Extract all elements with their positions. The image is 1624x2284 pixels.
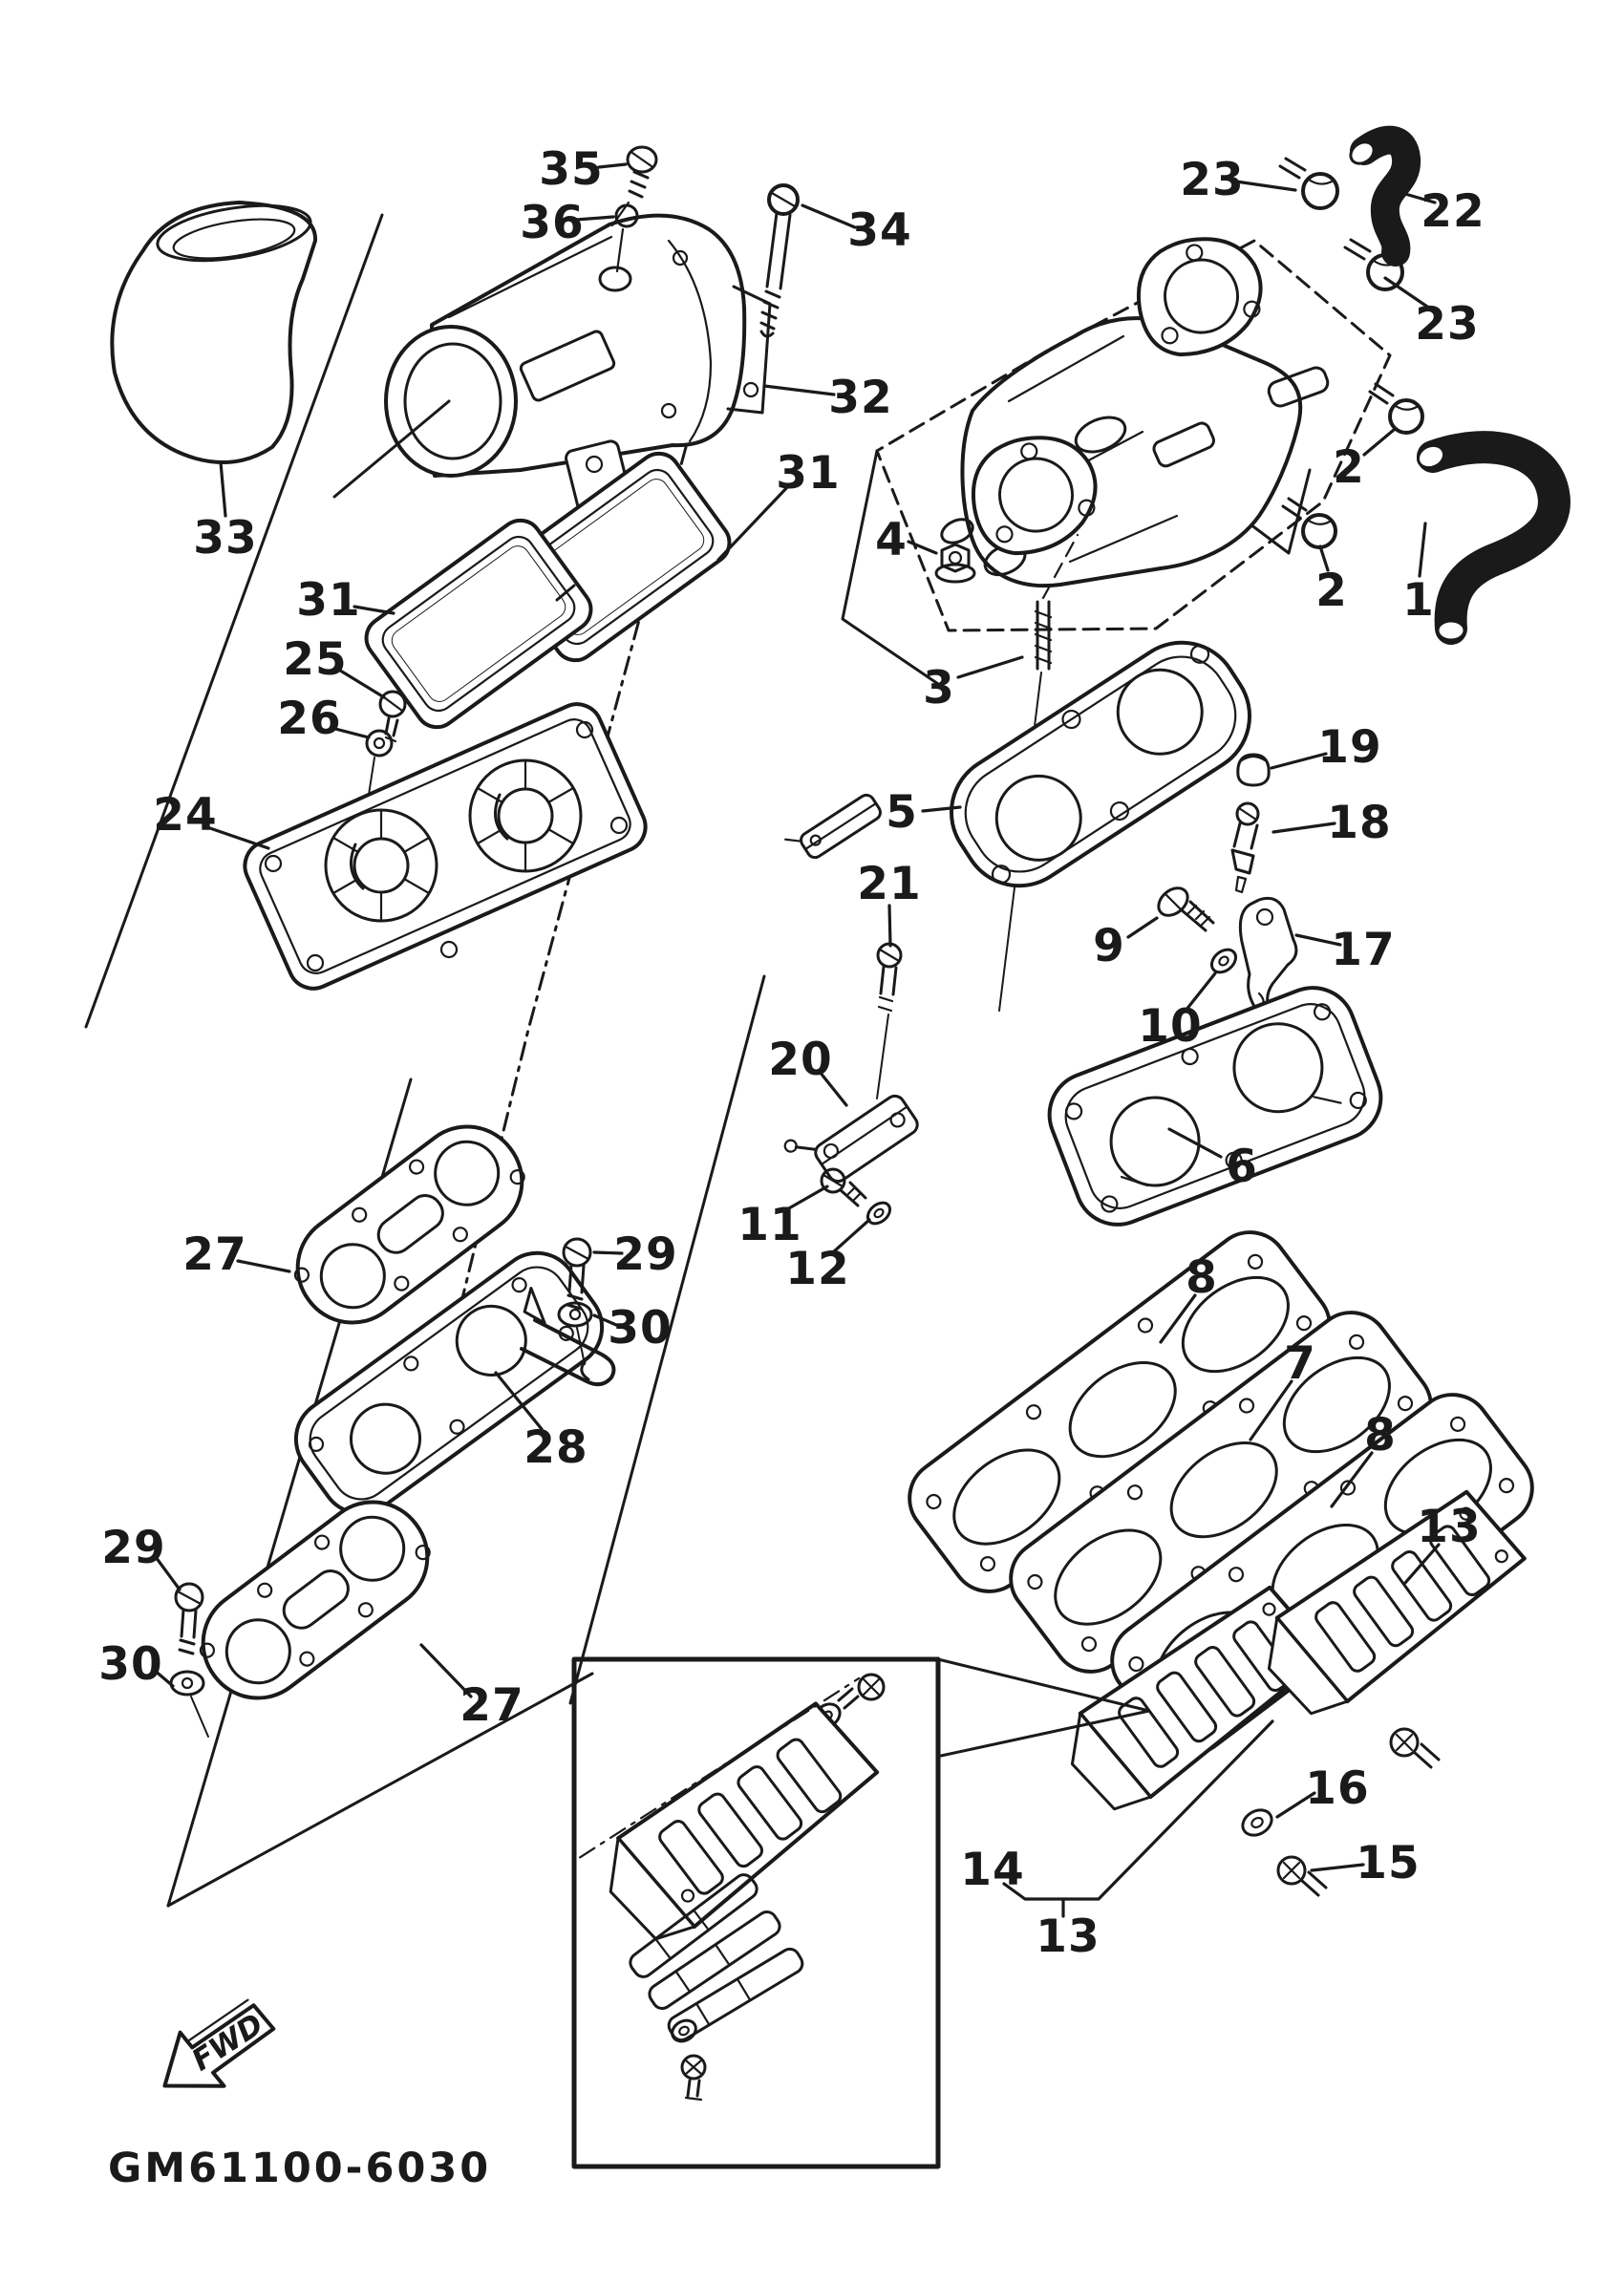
screw-icon-35 (612, 147, 656, 225)
callout-2: 2 (1333, 440, 1365, 494)
callout-19: 19 (1317, 720, 1382, 774)
screw-icon-15a (1278, 1857, 1326, 1895)
callout-30: 30 (98, 1637, 163, 1691)
washer-icon-16 (1238, 1805, 1276, 1841)
inset-screw-top (839, 1675, 884, 1708)
callout-26: 26 (277, 692, 342, 745)
callout-4: 4 (875, 513, 908, 566)
callout-27: 27 (459, 1678, 524, 1732)
leader-line-21 (889, 906, 890, 946)
washer-icon-12 (864, 1199, 893, 1228)
leader-line-3 (958, 657, 1022, 677)
leader-line-9 (1128, 918, 1157, 937)
nut-icon-4 (936, 544, 974, 582)
callout-5: 5 (886, 785, 918, 839)
callout-6: 6 (1226, 1140, 1258, 1193)
leader-line-32 (764, 386, 834, 395)
hose-22 (1347, 138, 1407, 252)
washer-icon-30-left (171, 1672, 208, 1737)
callout-23: 23 (1180, 153, 1245, 206)
screw-icon-25 (380, 692, 405, 741)
callout-27: 27 (182, 1227, 247, 1281)
washer-icon-10 (1207, 945, 1240, 976)
cap-icon-19 (1238, 755, 1269, 785)
inset-washer-bottom (669, 2017, 700, 2045)
screw-icon-15b (1391, 1729, 1439, 1767)
callout-33: 33 (193, 511, 258, 565)
valve-icon-18 (1232, 803, 1258, 892)
fwd-label: FWD (185, 2007, 270, 2079)
callout-10: 10 (1138, 999, 1203, 1053)
screw-icon-9 (1153, 883, 1213, 930)
stay-bracket (785, 787, 883, 866)
inset-screw-bottom (682, 2056, 705, 2100)
fwd-arrow (145, 1989, 286, 2113)
leader-line-2 (1364, 430, 1394, 455)
callout-13: 13 (1417, 1500, 1482, 1553)
callout-31: 31 (776, 446, 841, 500)
callout-30: 30 (608, 1301, 673, 1355)
callout-9: 9 (1093, 919, 1125, 972)
gasket-5 (930, 621, 1271, 907)
callout-24: 24 (153, 788, 218, 842)
callout-28: 28 (524, 1420, 588, 1474)
callout-8: 8 (1364, 1408, 1397, 1462)
bolt-icon-34 (761, 185, 798, 336)
callout-22: 22 (1421, 184, 1485, 238)
callout-35: 35 (539, 142, 604, 196)
callout-34: 34 (847, 203, 912, 257)
leader-line-33 (221, 462, 225, 516)
callout-12: 12 (785, 1242, 850, 1295)
callout-36: 36 (520, 196, 585, 249)
callout-21: 21 (857, 857, 922, 910)
callout-7: 7 (1284, 1336, 1316, 1390)
callout-32: 32 (828, 371, 893, 424)
hose-1 (1415, 441, 1554, 640)
leader-line-23 (1236, 181, 1295, 190)
callout-20: 20 (768, 1033, 833, 1086)
hose-clamp-23a (1280, 159, 1337, 208)
air-intake-duct (112, 197, 315, 462)
callout-3: 3 (923, 661, 955, 715)
callout-14: 14 (960, 1843, 1025, 1896)
callout-29: 29 (101, 1521, 166, 1574)
callout-17: 17 (1331, 923, 1396, 976)
silencer-cover (334, 216, 770, 514)
intake-manifold-6 (1037, 975, 1393, 1237)
callout-1: 1 (1402, 573, 1435, 627)
screw-icon-21 (877, 944, 901, 1099)
callout-16: 16 (1305, 1761, 1370, 1815)
callout-15: 15 (1356, 1836, 1421, 1889)
bolt-icon-29-left (176, 1584, 203, 1654)
callout-13: 13 (1036, 1910, 1100, 1963)
leader-line-1 (1420, 523, 1425, 576)
drawing-code: GM61100-6030 (108, 2145, 492, 2192)
leader-line-4 (908, 542, 936, 553)
inset-reed-block (580, 1658, 919, 1956)
callout-11: 11 (737, 1198, 802, 1251)
leader-line-18 (1273, 823, 1335, 832)
hose-clamp-2a (1370, 384, 1422, 433)
callout-23: 23 (1415, 297, 1480, 351)
callout-2: 2 (1315, 564, 1348, 617)
callout-18: 18 (1327, 796, 1392, 849)
air-filter-screens (358, 445, 737, 736)
gasket-27-bottom (182, 1481, 448, 1719)
callout-25: 25 (283, 632, 348, 686)
bracket-icon-20 (782, 1075, 921, 1196)
callout-31: 31 (296, 573, 361, 627)
carburetor-assembly (938, 225, 1331, 586)
callout-8: 8 (1186, 1250, 1218, 1304)
callout-29: 29 (613, 1227, 678, 1281)
